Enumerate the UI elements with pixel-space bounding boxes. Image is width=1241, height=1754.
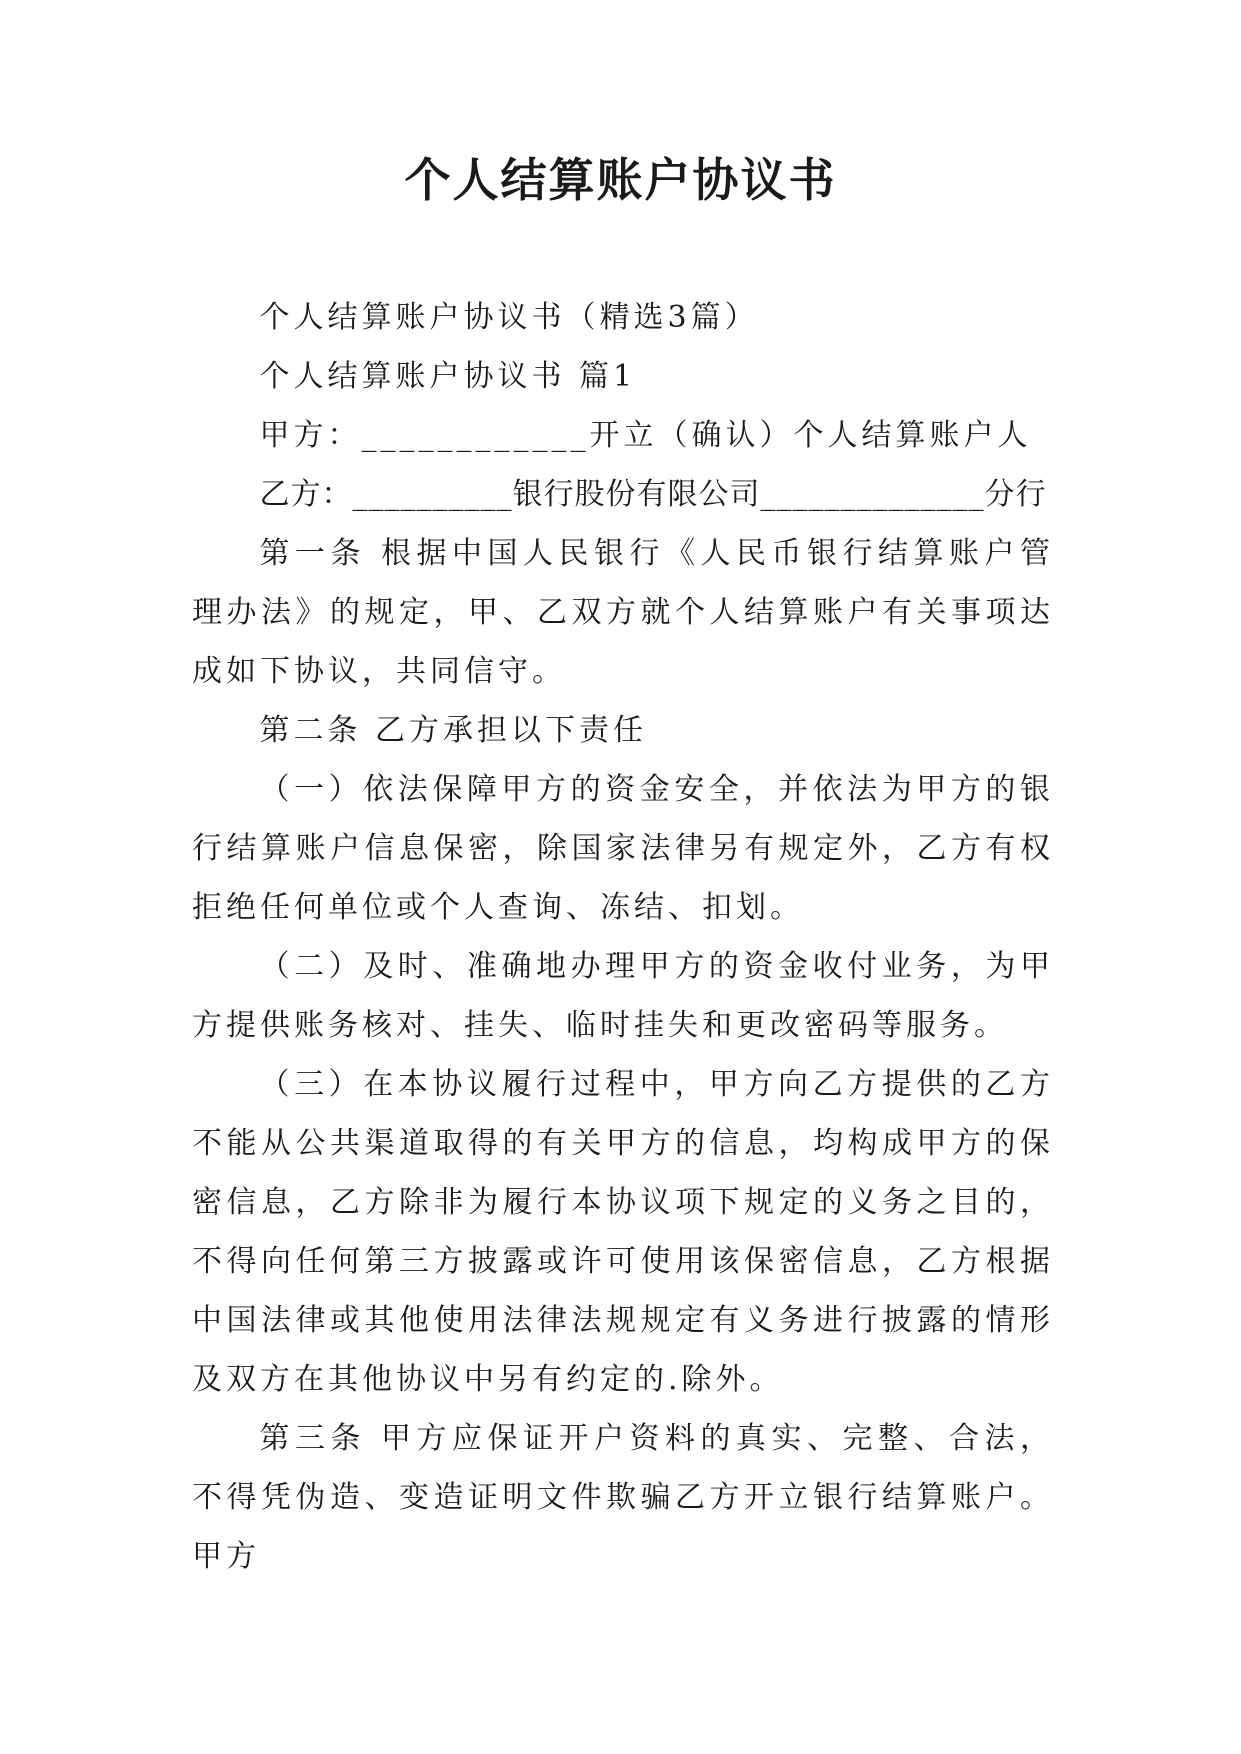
party-a-line: 甲方：____________开立（确认）个人结算账户人 bbox=[259, 418, 1032, 453]
document-body bbox=[192, 288, 1054, 1586]
party-b-line: 乙方：__________银行股份有限公司______________分行 bbox=[259, 477, 1047, 512]
article-1-paragraph: 第一条 根据中国人民银行《人民币银行结算账户管理办法》的规定，甲、乙双方就个人结算账户有关事项达成如下协议，共同信守。 bbox=[192, 536, 1054, 689]
article-2-clause-2: （二）及时、准确地办理甲方的资金收付业务，为甲方提供账务核对、挂失、临时挂失和更改密码等服务。 bbox=[192, 949, 1054, 1043]
article-2-clause-1: （一）依法保障甲方的资金安全，并依法为甲方的银行结算账户信息保密，除国家法律另有规定外，乙方有权拒绝任何单位或个人查询、冻结、扣划。 bbox=[192, 772, 1054, 925]
section-heading: 个人结算账户协议书 篇1 bbox=[259, 359, 637, 394]
article-3-paragraph: 第三条 甲方应保证开户资料的真实、完整、合法，不得凭伪造、变造证明文件欺骗乙方开立银行结算账户。甲方 bbox=[192, 1421, 1054, 1574]
article-2-heading: 第二条 乙方承担以下责任 bbox=[259, 713, 648, 748]
document-title: 个人结算账户协议书 bbox=[404, 153, 837, 207]
subtitle-paragraph: 个人结算账户协议书（精选3篇） bbox=[259, 300, 759, 335]
article-2-clause-3: （三）在本协议履行过程中，甲方向乙方提供的乙方不能从公共渠道取得的有关甲方的信息，均构成甲方的保密信息，乙方除非为履行本协议项下规定的义务之目的，不得向任何第三方披露或许可使用该保密信息，乙方根据中国法律或其他使用法律法规规定有义务进行披露的情形及双方在其他协议中另有约定的.除外。 bbox=[192, 1067, 1054, 1397]
